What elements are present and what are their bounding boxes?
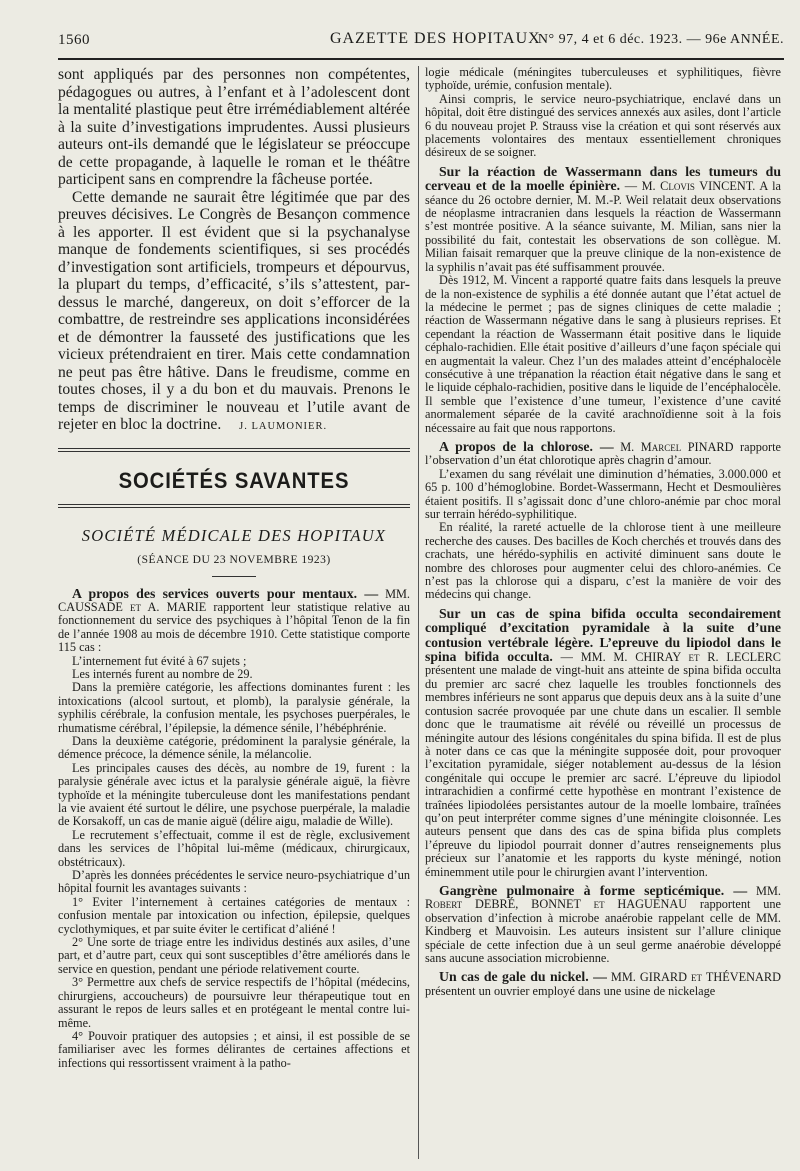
article-authors: MM. CAUSSADE et A. MARIE bbox=[58, 586, 411, 614]
right-column bbox=[425, 66, 781, 998]
paragraph: 3° Permettre aux chefs de service respectifs de l’hôpital (médecins, chirurgiens, accoucheurs) de poursuivre leur thérapeutique tout en assurant le repos de leurs salles et en protégeant le mental contre lui-même. bbox=[58, 975, 410, 1030]
issue-info: N° 97, 4 et 6 déc. 1923. — 96e ANNÉE. bbox=[537, 32, 784, 47]
paragraph: 1° Eviter l’internement à certaines catégories de mentaux : confusion mentale par intoxication ou infection, épilepsie, quelques cyclothymiques, et par suite éviter le certificat d’aliéné ! bbox=[58, 894, 410, 936]
article-title: Sur la réaction de Wassermann dans les tumeurs du cerveau et de la moelle épinière. bbox=[425, 163, 781, 194]
article-authors: — M. Clovis VINCENT. bbox=[624, 179, 756, 194]
paragraph: L’examen du sang révélait une diminution d’hématies, 3.000.000 et 65 p. 100 d’hémoglobine. Bordet-Wassermann, Hecht et Desmoulières étaient positifs. Il s’agissait donc d’une chloro-anémie par choc moral sur terrain hérédo-syphilitique. bbox=[425, 466, 781, 521]
column-divider bbox=[418, 66, 419, 1159]
article-title: Un cas de gale du nickel. — bbox=[439, 969, 607, 985]
article-chlorose bbox=[425, 440, 781, 468]
article-title: A propos des services ouverts pour mentaux. — bbox=[72, 585, 379, 601]
paragraph: Dans la première catégorie, les affections dominantes furent : les intoxications (alcool surtout, et plomb), la paralysie générale, la syphilis cérébrale, la confusion mentale, les psychoses puerpérales, le rhumatisme cérébral, l’épilepsie, la démence sénile, l’hébéphrénie. bbox=[58, 680, 410, 735]
header-rule bbox=[58, 58, 784, 60]
section-rule bbox=[58, 448, 410, 452]
article-text: rapporte l’observation d’un état chlorotique après chagrin d’amour. bbox=[425, 439, 781, 468]
paragraph: 2° Une sorte de triage entre les individus destinés aux asiles, d’une part, et d’autre part, ceux qui sont susceptibles d’être améliorés dans le service en question, pendant une période relativement courte. bbox=[58, 935, 410, 976]
paragraph: logie médicale (méningites tuberculeuses et syphilitiques, fièvre typhoïde, urémie, confusion mentale). bbox=[425, 65, 781, 93]
article-wassermann bbox=[425, 165, 781, 274]
journal-title: GAZETTE DES HOPITAUX bbox=[330, 30, 541, 47]
article-title: Sur un cas de spina bifida occulta secondairement compliqué d’excitation pyramidale à la suite d’une contusion vertébrale légère. L’epreuve du lipiodol dans le spina bifida occulta. bbox=[425, 605, 781, 665]
article-text: présentent une malade de vingt-huit ans atteinte de spina bifida occulta du premier arc sacré chez laquelle les troubles fonctionnels des membres inférieurs ne sont apparus que depuis deux ans à la suite d’une contusion sacrée provoquée par une chute dans un escalier. Il semble donc que le traumatisme ait révélé ou réveillé un processus de méningite autour des lésions congénitales du spina bifida. Il est de plus à noter dans ce cas que la méningite supposée doit, pour provoquer l’excitation pyramidale, siéger notablement au-dessus de la lésion congénitale qui occupe le premier arc sacré. L’épreuve du lipiodol intrarachidien a confirmé cette hypothèse en montrant l’existence de traînées lipiodolées persistantes autour de la moelle lombaire, traînées qu’on peut interpréter comme signes d’une méningite cloisonnée. Les auteurs pensent que dans des cas de spina bifida plus complets l’épreuve du lipiodol pourrait donner d’autres renseignements plus précieux sur l’anatomie et les rapports du kyste méningé, notion éminemment utile pour le chirurgien avant l’intervention. bbox=[425, 663, 781, 879]
article-authors: MM. GIRARD et THÉVENARD bbox=[610, 970, 781, 985]
paragraph: Ainsi compris, le service neuro-psychiatrique, enclavé dans un hôpital, doit être distingué des services annexés aux asiles, dont l’article 6 du nouveau projet P. Strauss vise la création et qui sont réservés aux placements volontaires des mentaux essentiellement chroniques désireux de se soigner. bbox=[425, 91, 781, 160]
paragraph-text: Cette demande ne saurait être légitimée que par des preuves décisives. Le Congrès de Besançon commence à les apporter. Il est évident que si la psychanalyse manque de fondements scientifiques, si ses procédés d’investigation sont artificiels, trompeurs et dépourvus, la plupart du temps, d’efficacité, s’ils s’attestent, par-dessus le marché, dangereux, on doit s’efforcer de la combattre, de restreindre ses applications inconsidérées et de démontrer la fausseté des justifications que les vicieux prétendraient en tirer. Mais cette condamnation ne peut pas être hâtive. Dans le freudisme, comme en toutes choses, il y a du bon et du mauvais. Prenons le temps de discriminer le nouveau et l’utile avant de rejeter en bloc la doctrine. bbox=[58, 188, 410, 433]
article-title: Gangrène pulmonaire à forme septicémique. — bbox=[439, 882, 748, 898]
article-text: rapportent leur statistique relative au fonctionnement du service des psychiques à l’hôpital Tenon de la fin de l’année 1908 au mois de décembre 1910. Cette statistique comporte 115 cas : bbox=[58, 599, 411, 655]
paragraph: 4° Pouvoir pratiquer des autopsies ; et ainsi, il est possible de se familiariser avec les formes délirantes de certaines affections et infections qui ressortissent vraiment à la patho- bbox=[58, 1028, 410, 1070]
article-authors: M. Marcel PINARD bbox=[620, 439, 734, 454]
article-authors: MM. Robert DEBRÉ, BONNET et HAGUENAU bbox=[425, 883, 781, 912]
paragraph: Les internés furent au nombre de 29. bbox=[72, 666, 253, 681]
article-gangrene bbox=[425, 884, 781, 965]
author-signature: J. LAUMONIER. bbox=[239, 421, 328, 432]
article-text: rapportent une observation d’infection à microbe anaérobie rappelant celle de MM. Kindberg et Mauvoisin. Les auteurs insistent sur l’allure clinique spéciale de cette infection due à un seul germe anaérobie développé sans aucune association microbienne. bbox=[425, 897, 781, 965]
section-title: SOCIÉTÉS SAVANTES bbox=[118, 467, 350, 493]
paragraph: Le recrutement s’effectuait, comme il est de règle, exclusivement dans les services de l’hôpital lui-même (médicaux, chirurgicaux, obstétricaux). bbox=[58, 827, 410, 869]
section-rule bbox=[58, 504, 410, 508]
running-header bbox=[58, 26, 784, 54]
paragraph bbox=[58, 189, 410, 436]
left-column bbox=[58, 66, 410, 1070]
page-number: 1560 bbox=[58, 32, 90, 48]
article-title: A propos de la chlorose. — bbox=[439, 438, 614, 454]
paragraph: D’après les données précédentes le service neuro-psychiatrique d’un hôpital fournit les avantages suivants : bbox=[58, 868, 410, 896]
society-title: SOCIÉTÉ MÉDICALE DES HOPITAUX bbox=[81, 525, 387, 545]
paragraph: L’internement fut évité à 67 sujets ; bbox=[72, 653, 247, 668]
article-authors: — MM. M. CHIRAY et R. LECLERC bbox=[560, 650, 782, 665]
article-spina-bifida bbox=[425, 607, 781, 879]
article-services-mentaux bbox=[58, 587, 410, 655]
paragraph: Dans la deuxième catégorie, prédominent la paralysie générale, la démence précoce, la démence sénile, la mélancolie. bbox=[58, 733, 410, 762]
paragraph: sont appliqués par des personnes non compétentes, pédagogues ou autres, à l’enfant et à l’adolescent dont la mentalité plastique peut être irrémédiablement altérée à la suite d’investigations imprudentes. Aussi plusieurs auteurs ont-ils demandé que le législateur se préoccupe de cette propagande, à laquelle le roman et le théâtre participent sans en comprendre la fâcheuse portée. bbox=[58, 66, 410, 188]
paragraph: Les principales causes des décès, au nombre de 19, furent : la paralysie générale avec ictus et la paralysie générale aiguë, la fièvre typhoïde et la méningite tuberculeuse dont les manifestations pendant la vie avaient été surtout le délire, une psychose puerpérale, la maladie de Korsakoff, un cas de manie aiguë (délire aigu, maladie de Wille). bbox=[58, 760, 410, 829]
article-text: présentent un ouvrier employé dans une usine de nickelage bbox=[425, 983, 716, 998]
article-gale-nickel bbox=[425, 970, 781, 998]
paragraph: En réalité, la rareté actuelle de la chlorose tient à une meilleure recherche des causes. Des bacilles de Koch cherchés et trouvés dans des crachats, une hérédo-syphilis en activité diminuent sans doute le nombre des chloroses pour augmenter celui des chloro-anémies. Ce n’est pas la chlorose qui a disparu, c’est la manière de voir des médecins qui change. bbox=[425, 520, 781, 602]
article-text: A la séance du 26 octobre dernier, M. M.-P. Weil relatait deux observations de néoplasme intracranien dans lesquels la réaction de Wassermann s’est montrée positive. A la séance suivante, M. Milian, sans nier la possibilité du fait, contestait les observations de son collègue. M. Milian faisait remarquer que la preuve clinique de la non-existence de la syphilis n’avait pas été suffisamment prouvée. bbox=[425, 179, 781, 274]
paragraph: Dès 1912, M. Vincent a rapporté quatre faits dans lesquels la preuve de la non-existence de syphilis a été donnée autant que l’état actuel de la médecine le permet ; pas de signes cliniques de cette maladie ; réaction de Wassermann négative dans le sang à plusieurs reprises. Et cependant la réaction de Wassermann était positive dans le liquide céphalo-rachidien. Elle était positive d’ailleurs d’une façon spéciale qui en augmentait la valeur. Chez l’un des malades atteint d’encéphalocèle consécutive à une trépanation la réaction était négative dans le sang et le liquide céphalo-rachidien, positive dans le liquide de l’encéphalocèle. Il semble que l’existence d’une tumeur, l’existence d’une cavité anormalement séparée de la cavité arachnoïdienne soit à la fois nécessaire au fait que nous rapportons. bbox=[425, 273, 781, 435]
session-date: (SÉANCE DU 23 NOVEMBRE 1923) bbox=[137, 553, 331, 566]
